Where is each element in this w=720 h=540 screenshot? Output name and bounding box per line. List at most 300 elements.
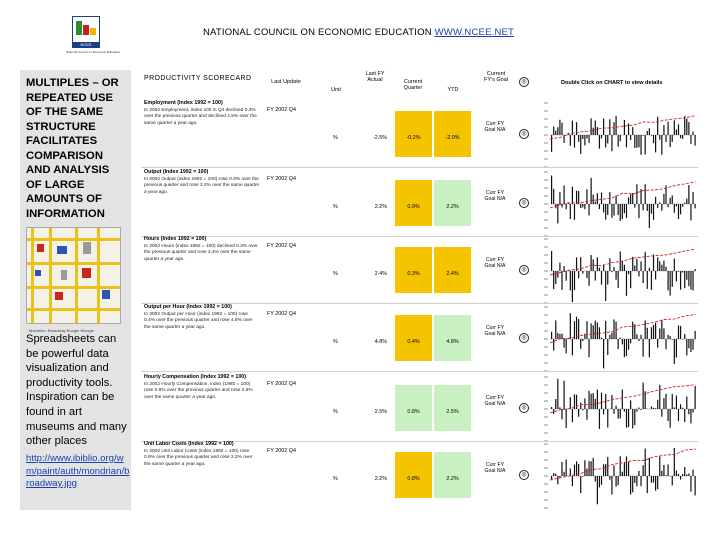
chart-bar bbox=[584, 460, 585, 476]
chart-bar bbox=[582, 204, 583, 207]
chart-bar bbox=[588, 461, 589, 476]
chart-bar bbox=[667, 409, 668, 421]
chart-bar bbox=[645, 321, 646, 339]
chart-bar bbox=[636, 409, 637, 412]
metric-description: In 2002 Output per Hour (index 1992 = 100) rose 0.4% over the previous quarter and rose 4.8% over the same quarter a year ago. bbox=[144, 312, 253, 330]
chart-bar bbox=[688, 122, 689, 135]
chart-bar bbox=[672, 271, 673, 287]
globe-icon[interactable]: ◎ bbox=[519, 265, 529, 275]
chart-bar bbox=[593, 458, 594, 476]
chart-bar bbox=[634, 476, 635, 483]
chart-bar bbox=[597, 193, 598, 204]
chart-bar bbox=[695, 331, 696, 339]
chart-bar bbox=[553, 473, 554, 476]
chart-bar bbox=[582, 271, 583, 274]
sparkline-chart[interactable] bbox=[540, 303, 698, 375]
chart-bar bbox=[636, 184, 637, 204]
chart-bar bbox=[551, 251, 552, 271]
chart-bar bbox=[688, 409, 689, 414]
panel-body-text: Spreadsheets can be powerful data visualization and productivity tools. Inspiration can be found in art museums and many other places bbox=[26, 333, 127, 448]
sparkline-chart[interactable] bbox=[540, 168, 698, 240]
chart-bar bbox=[695, 204, 696, 208]
chart-bar bbox=[551, 332, 552, 339]
chart-bar bbox=[582, 409, 583, 410]
globe-icon[interactable]: ◎ bbox=[519, 129, 529, 139]
chart-bar bbox=[651, 204, 652, 214]
sparkline-chart[interactable] bbox=[540, 235, 698, 307]
chart-bar bbox=[603, 339, 604, 368]
chart-bar bbox=[653, 476, 654, 482]
chart-bar bbox=[682, 135, 683, 139]
chart-bar bbox=[620, 135, 621, 141]
chart-bar bbox=[609, 335, 610, 339]
chart-bar bbox=[678, 204, 679, 219]
metric-name: Output per Hour (Index 1992 = 100) bbox=[144, 304, 232, 310]
chart-bar bbox=[591, 394, 592, 409]
chart-bar bbox=[613, 122, 614, 135]
chart-bar bbox=[576, 191, 577, 204]
chart-bar bbox=[692, 409, 693, 412]
chart-bar bbox=[638, 271, 639, 276]
chart-bar bbox=[628, 462, 629, 476]
chart-bar bbox=[657, 476, 658, 489]
chart-bar bbox=[676, 471, 677, 476]
chart-bar bbox=[615, 271, 616, 280]
chart-bar bbox=[586, 321, 587, 339]
last-fy-value: 4.8% bbox=[374, 339, 387, 345]
chart-bar bbox=[574, 204, 575, 220]
chart-bar bbox=[692, 132, 693, 135]
chart-bar bbox=[593, 325, 594, 339]
metric-name: Employment (Index 1992 = 100) bbox=[144, 100, 223, 106]
mondrian-image bbox=[27, 228, 120, 323]
chart-bar bbox=[578, 271, 579, 278]
chart-bar bbox=[553, 189, 554, 204]
chart-bar bbox=[605, 204, 606, 220]
chart-bar bbox=[584, 135, 585, 145]
trend-line bbox=[550, 314, 696, 343]
chart-bar bbox=[609, 119, 610, 135]
chart-bar bbox=[566, 409, 567, 428]
chart-bar bbox=[607, 409, 608, 428]
chart-bar bbox=[661, 409, 662, 417]
chart-bar bbox=[695, 476, 696, 495]
logo-band: NCEE bbox=[72, 42, 100, 48]
last-fy-value: -2.5% bbox=[372, 135, 387, 141]
chart-bar bbox=[586, 469, 587, 476]
chart-bar bbox=[601, 393, 602, 409]
chart-bar bbox=[624, 204, 625, 213]
chart-bar bbox=[559, 192, 560, 204]
chart-bar bbox=[563, 381, 564, 409]
unit-value: % bbox=[333, 409, 338, 415]
chart-bar bbox=[574, 321, 575, 339]
sparkline-chart[interactable] bbox=[540, 99, 698, 171]
chart-bar bbox=[651, 135, 652, 136]
chart-bar bbox=[674, 407, 675, 409]
metric-name: Output (Index 1992 = 100) bbox=[144, 169, 209, 175]
chart-bar bbox=[593, 195, 594, 204]
fy-goal-value: Curr FY Goal N/A bbox=[484, 395, 506, 407]
fy-goal-value: Curr FY Goal N/A bbox=[484, 190, 506, 202]
chart-bar bbox=[684, 409, 685, 422]
ncee-logo bbox=[66, 16, 120, 56]
chart-bar bbox=[570, 204, 571, 219]
chart-bar bbox=[636, 476, 637, 486]
col-ytd: YTD bbox=[447, 87, 459, 93]
chart-bar bbox=[597, 322, 598, 339]
mondrian-link[interactable]: http://www.ibiblio.org/wm/paint/auth/mondrian/broadway.jpg bbox=[26, 453, 130, 489]
metric-description: In 2002 Output (index 1992 = 100) rose 0.9% over the previous quarter and rose 2.2% over the same quarter a year ago. bbox=[144, 177, 260, 195]
chart-bar bbox=[686, 396, 687, 409]
chart-bar bbox=[557, 271, 558, 278]
chart-bar bbox=[686, 271, 687, 280]
row-divider bbox=[141, 371, 698, 372]
chart-bar bbox=[645, 449, 646, 476]
chart-bar bbox=[572, 409, 573, 422]
chart-bar bbox=[597, 127, 598, 135]
chart-bar bbox=[595, 202, 596, 204]
chart-bar bbox=[632, 257, 633, 271]
chart-bar bbox=[640, 335, 641, 339]
chart-bar bbox=[559, 120, 560, 135]
chart-bar bbox=[620, 409, 621, 418]
chart-bar bbox=[672, 394, 673, 409]
chart-bar bbox=[609, 476, 610, 480]
ytd-cell: -2.0% bbox=[434, 111, 471, 157]
chart-bar bbox=[580, 204, 581, 208]
chart-bar bbox=[651, 271, 652, 290]
chart-bar bbox=[588, 391, 589, 409]
chart-bar bbox=[624, 409, 625, 412]
chart-bar bbox=[653, 254, 654, 271]
chart-bar bbox=[553, 409, 554, 414]
chart-bar bbox=[576, 461, 577, 476]
chart-bar bbox=[601, 476, 602, 485]
chart-bar bbox=[618, 204, 619, 215]
current-quarter-cell: 0.3% bbox=[395, 247, 432, 293]
chart-bar bbox=[670, 135, 671, 147]
chart-bar bbox=[647, 328, 648, 339]
chart-bar bbox=[566, 460, 567, 476]
chart-bar bbox=[613, 319, 614, 339]
chart-bar bbox=[649, 128, 650, 135]
chart-bar bbox=[686, 339, 687, 355]
chart-bar bbox=[599, 409, 600, 429]
chart-bar bbox=[607, 339, 608, 355]
chart-bar bbox=[655, 408, 656, 409]
chart-bar bbox=[670, 409, 671, 428]
chart-bar bbox=[566, 271, 567, 281]
chart-bar bbox=[591, 461, 592, 476]
fy-goal-value: Curr FY Goal N/A bbox=[484, 462, 506, 474]
chart-bar bbox=[611, 395, 612, 409]
chart-bar bbox=[574, 465, 575, 476]
chart-bar bbox=[586, 135, 587, 138]
chart-bar bbox=[653, 204, 654, 220]
chart-bar bbox=[670, 271, 671, 296]
chart-bar bbox=[572, 476, 573, 486]
chart-bar bbox=[620, 456, 621, 476]
last-fy-value: 2.2% bbox=[374, 204, 387, 210]
chart-bar bbox=[676, 204, 677, 207]
chart-bar bbox=[672, 339, 673, 340]
chart-bar bbox=[678, 474, 679, 476]
chart-bar bbox=[659, 328, 660, 339]
chart-bar bbox=[570, 469, 571, 476]
chart-bar bbox=[595, 321, 596, 339]
logo-mark bbox=[72, 16, 100, 44]
chart-bar bbox=[553, 126, 554, 135]
chart-bar bbox=[574, 271, 575, 290]
chart-bar bbox=[599, 476, 600, 487]
chart-bar bbox=[580, 339, 581, 349]
chart-bar bbox=[578, 135, 579, 142]
chart-bar bbox=[640, 409, 641, 410]
chart-bar bbox=[676, 396, 677, 409]
col-unit: Unit bbox=[331, 87, 341, 93]
chart-bar bbox=[674, 259, 675, 271]
chart-bar bbox=[663, 125, 664, 135]
col-last-update: Last Update bbox=[271, 79, 301, 85]
chart-bar bbox=[663, 261, 664, 271]
chart-bar bbox=[595, 476, 596, 482]
chart-bar bbox=[659, 456, 660, 476]
chart-bar bbox=[563, 266, 564, 271]
chart-bar bbox=[553, 339, 554, 351]
chart-bar bbox=[624, 120, 625, 135]
chart-bar bbox=[626, 271, 627, 296]
chart-bar bbox=[555, 271, 556, 284]
chart-bar bbox=[613, 267, 614, 271]
chart-bar bbox=[651, 327, 652, 339]
chart-bar bbox=[626, 409, 627, 428]
globe-icon[interactable]: ◎ bbox=[519, 333, 529, 343]
chart-bar bbox=[684, 467, 685, 476]
sparkline-chart[interactable] bbox=[540, 373, 698, 445]
chart-bar bbox=[682, 474, 683, 476]
chart-bar bbox=[580, 402, 581, 409]
last-update-value: FY 2002 Q4 bbox=[267, 448, 296, 454]
metric-description: In 2002 Hours (index 1992 = 100) declined 0.3% over the previous quarter and rose 2.4% over the same quarter a year ago. bbox=[144, 244, 258, 262]
chart-bar bbox=[684, 271, 685, 288]
chart-bar bbox=[561, 123, 562, 135]
chart-bar bbox=[555, 399, 556, 409]
last-update-value: FY 2002 Q4 bbox=[267, 311, 296, 317]
chart-bar bbox=[647, 476, 648, 493]
chart-bar bbox=[690, 271, 691, 290]
chart-bar bbox=[643, 339, 644, 357]
chart-bar bbox=[618, 135, 619, 147]
last-update-value: FY 2002 Q4 bbox=[267, 176, 296, 182]
col-last-fy-actual: Last FY Actual bbox=[365, 71, 385, 83]
chart-bar bbox=[688, 339, 689, 348]
chart-bar bbox=[665, 267, 666, 271]
ytd-cell: 2.5% bbox=[434, 385, 471, 431]
header-text: NATIONAL COUNCIL ON ECONOMIC EDUCATION bbox=[203, 27, 432, 38]
chart-bar bbox=[563, 186, 564, 204]
chart-bar bbox=[582, 135, 583, 139]
chart-bar bbox=[578, 191, 579, 204]
ytd-cell: 4.8% bbox=[434, 315, 471, 361]
chart-bar bbox=[676, 271, 677, 282]
chart-bar bbox=[663, 398, 664, 409]
chart-bar bbox=[653, 325, 654, 339]
chart-bar bbox=[570, 271, 571, 290]
chart-bar bbox=[622, 339, 623, 344]
chart-bar bbox=[688, 271, 689, 286]
chart-bar bbox=[557, 333, 558, 339]
last-fy-value: 2.2% bbox=[374, 476, 387, 482]
sparkline-chart[interactable] bbox=[540, 440, 698, 512]
chart-bar bbox=[561, 204, 562, 207]
chart-bar bbox=[609, 258, 610, 271]
chart-bar bbox=[680, 404, 681, 409]
chart-bar bbox=[678, 325, 679, 339]
chart-bar bbox=[559, 407, 560, 409]
chart-bar bbox=[566, 339, 567, 353]
chart-bar bbox=[686, 474, 687, 476]
chart-bar bbox=[653, 408, 654, 409]
chart-bar bbox=[628, 409, 629, 427]
chart-bar bbox=[574, 135, 575, 148]
chart-bar bbox=[603, 409, 604, 414]
chart-bar bbox=[578, 409, 579, 417]
chart-bar bbox=[659, 385, 660, 409]
chart-bar bbox=[553, 271, 554, 289]
chart-bar bbox=[566, 204, 567, 209]
fy-goal-value: Curr FY Goal N/A bbox=[484, 325, 506, 337]
chart-bar bbox=[624, 265, 625, 271]
current-quarter-cell: 0.8% bbox=[395, 385, 432, 431]
chart-bar bbox=[676, 339, 677, 358]
chart-bar bbox=[557, 476, 558, 484]
chart-bar bbox=[615, 476, 616, 487]
chart-bar bbox=[651, 406, 652, 409]
chart-bar bbox=[667, 204, 668, 207]
chart-bar bbox=[630, 400, 631, 409]
chart-bar bbox=[615, 116, 616, 135]
chart-bar bbox=[561, 271, 562, 290]
chart-bar bbox=[632, 127, 633, 135]
chart-bar bbox=[674, 204, 675, 213]
chart-bar bbox=[557, 204, 558, 223]
unit-value: % bbox=[333, 135, 338, 141]
chart-bar bbox=[657, 339, 658, 348]
chart-bar bbox=[611, 135, 612, 151]
chart-bar bbox=[607, 135, 608, 143]
chart-bar bbox=[657, 204, 658, 208]
last-update-value: FY 2002 Q4 bbox=[267, 243, 296, 249]
chart-bar bbox=[655, 197, 656, 204]
chart-bar bbox=[649, 204, 650, 228]
current-quarter-cell: 0.8% bbox=[395, 452, 432, 498]
chart-bar bbox=[634, 135, 635, 148]
chart-bar bbox=[563, 472, 564, 476]
chart-bar bbox=[618, 409, 619, 419]
chart-bar bbox=[555, 474, 556, 476]
globe-icon[interactable]: ◎ bbox=[519, 470, 529, 480]
chart-bar bbox=[624, 463, 625, 476]
chart-bar bbox=[618, 271, 619, 288]
chart-bar bbox=[603, 464, 604, 476]
col-current-quarter: Current Quarter bbox=[403, 79, 423, 91]
chart-bar bbox=[674, 339, 675, 364]
chart-bar bbox=[659, 261, 660, 271]
chart-bar bbox=[647, 204, 648, 211]
chart-bar bbox=[692, 271, 693, 290]
chart-bar bbox=[670, 198, 671, 204]
chart-bar bbox=[695, 386, 696, 409]
chart-bar bbox=[605, 464, 606, 476]
chart-bar bbox=[661, 204, 662, 211]
left-panel bbox=[20, 70, 131, 510]
chart-bar bbox=[634, 204, 635, 208]
chart-bar bbox=[601, 271, 602, 285]
chart-bar bbox=[638, 204, 639, 218]
chart-bar bbox=[555, 131, 556, 135]
globe-icon[interactable]: ◎ bbox=[519, 198, 529, 208]
chart-bar bbox=[557, 127, 558, 135]
chart-bar bbox=[649, 458, 650, 476]
ytd-cell: 2.4% bbox=[434, 247, 471, 293]
chart-bar bbox=[663, 194, 664, 204]
chart-bar bbox=[692, 339, 693, 350]
chart-bar bbox=[628, 271, 629, 274]
logo-subtitle: National Council on Economic Education bbox=[66, 50, 121, 54]
current-quarter-cell: 0.9% bbox=[395, 180, 432, 226]
chart-bar bbox=[601, 135, 602, 138]
chart-bar bbox=[680, 326, 681, 339]
chart-bar bbox=[695, 135, 696, 146]
chart-bar bbox=[586, 409, 587, 420]
chart-bar bbox=[690, 409, 691, 423]
chart-bar bbox=[603, 119, 604, 135]
chart-bar bbox=[626, 135, 627, 147]
chart-bar bbox=[599, 268, 600, 271]
col-current-fy-goal: Current FY's Goal bbox=[484, 71, 508, 83]
chart-bar bbox=[603, 204, 604, 212]
productivity-scorecard bbox=[141, 63, 698, 513]
chart-bar bbox=[551, 175, 552, 204]
chart-bar bbox=[628, 339, 629, 350]
chart-bar bbox=[591, 118, 592, 135]
chart-bar bbox=[576, 395, 577, 409]
unit-value: % bbox=[333, 339, 338, 345]
unit-value: % bbox=[333, 271, 338, 277]
chart-bar bbox=[622, 390, 623, 409]
chart-bar bbox=[570, 397, 571, 409]
chart-bar bbox=[643, 204, 644, 210]
chart-bar bbox=[678, 124, 679, 135]
globe-icon[interactable]: ◎ bbox=[519, 403, 529, 413]
chart-bar bbox=[690, 476, 691, 492]
globe-icon[interactable]: ◎ bbox=[519, 77, 529, 87]
chart-bar bbox=[626, 456, 627, 476]
chart-bar bbox=[665, 339, 666, 349]
chart-bar bbox=[630, 339, 631, 343]
chart-bar bbox=[613, 204, 614, 216]
header-link[interactable]: WWW.NCEE.NET bbox=[434, 27, 515, 38]
chart-bar bbox=[561, 462, 562, 476]
metric-description: In 2002 Unit Labor Costs (index 1992 = 100) rose 0.8% over the previous quarter and rose 2.2% over the same quarter a year ago. bbox=[144, 449, 253, 467]
chart-bar bbox=[657, 257, 658, 271]
scorecard-title: PRODUCTIVITY SCORECARD bbox=[144, 75, 252, 82]
metric-name: Hourly Compensation (Index 1992 = 100) bbox=[144, 374, 246, 380]
scorecard-row bbox=[141, 303, 698, 377]
logo-graphic bbox=[73, 17, 99, 43]
chart-bar bbox=[643, 135, 644, 136]
